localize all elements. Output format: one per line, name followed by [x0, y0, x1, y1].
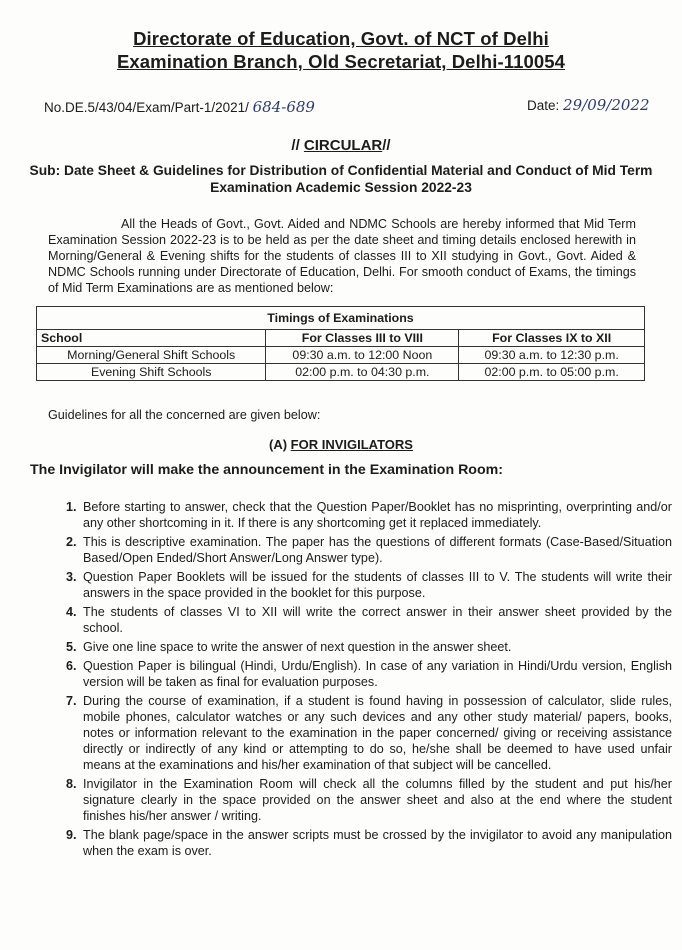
table-header-classes-iii-viii: For Classes III to VIII: [266, 330, 459, 347]
list-item: 8. Invigilator in the Examination Room will check all the columns filled by the student and put his/her signature clearly in the space provided on the answer sheet and also at the end where the student finishes his/her answer / writing.: [80, 776, 672, 824]
reference-number: [44, 98, 315, 116]
list-item: 5. Give one line space to write the answer of next question in the answer sheet.: [80, 639, 672, 655]
list-item: 3. Question Paper Booklets will be issued for the students of classes III to V. The students will write their answers in the space provided in the booklet for this purpose.: [80, 569, 672, 601]
table-cell: 02:00 p.m. to 05:00 p.m.: [459, 364, 645, 381]
header-branch-address: Examination Branch, Old Secretariat, Delhi-110054: [116, 51, 566, 72]
intro-paragraph: All the Heads of Govt., Govt. Aided and NDMC Schools are hereby informed that Mid Term Examination Session 2022-23 is to be held as per the date sheet and timing details enclosed herewith in Morning/General & Evening shifts for the students of classes III to XII studying in Govt., Govt. Aided & NDMC Schools running under Directorate of Education, Delhi. For smooth conduct of Exams, the timings of Mid Term Examinations are as mentioned below:: [48, 217, 636, 295]
announcement-heading: The Invigilator will make the announcement in the Examination Room:: [30, 462, 503, 478]
reference-number-prefix: No.DE.5/43/04/Exam/Part-1/2021/: [44, 100, 249, 115]
table-cell: 09:30 a.m. to 12:30 p.m.: [459, 347, 645, 364]
circular-label: CIRCULAR: [303, 137, 383, 154]
subject-line: Sub: Date Sheet & Guidelines for Distribution of Confidential Material and Conduct of Mid Term Examination Academic Session 2022-23: [29, 163, 653, 195]
table-row: [37, 347, 645, 364]
table-cell: Evening Shift Schools: [37, 364, 266, 381]
section-a-heading: [0, 437, 682, 452]
reference-number-handwritten: 684-689: [252, 98, 315, 116]
list-item: 9. The blank page/space in the answer scripts must be crossed by the invigilator to avoid any manipulation when the exam is over.: [80, 827, 672, 859]
list-item: 2. This is descriptive examination. The paper has the questions of different formats (Case-Based/Situation Based/Open Ended/Short Answer/Long Answer type).: [80, 534, 672, 566]
list-item: 4. The students of classes VI to XII will write the correct answer in their answer sheet provided by the school.: [80, 604, 672, 636]
date-handwritten: 29/09/2022: [563, 96, 650, 114]
table-header-school: School: [37, 330, 266, 347]
timings-table: [36, 306, 645, 381]
list-item: 6. Question Paper is bilingual (Hindi, Urdu/English). In case of any variation in Hindi/Urdu version, English version will be taken as final for evaluation purposes.: [80, 658, 672, 690]
list-item: 7. During the course of examination, if a student is found having in possession of calculator, slide rules, mobile phones, calculator watches or any such devices and any other study material/ papers, books, notes or information relevant to the examination in the paper concerned/ giving or receiving assistance directly or indirectly of any kind or attempting to do so, he/she shall be deemed to have used unfair means at the examinations and his/her examination of that subject will be cancelled.: [80, 693, 672, 773]
table-cell: 09:30 a.m. to 12:00 Noon: [266, 347, 459, 364]
invigilator-rules-list: [54, 499, 672, 862]
guidelines-intro: Guidelines for all the concerned are given below:: [48, 408, 321, 422]
date-label: Date:: [527, 98, 560, 113]
header-department: Directorate of Education, Govt. of NCT of Delhi: [133, 28, 549, 49]
circular-date: [527, 96, 650, 114]
section-a-title: FOR INVIGILATORS: [290, 437, 413, 452]
section-a-prefix: (A): [269, 437, 288, 452]
list-item: 1. Before starting to answer, check that the Question Paper/Booklet has no misprinting, overprinting and/or any other shortcoming in it. If there is any shortcoming get it replaced immediately.: [80, 499, 672, 531]
circular-title: // CIRCULAR//: [291, 137, 391, 154]
table-header-classes-ix-xii: For Classes IX to XII: [459, 330, 645, 347]
table-cell: Morning/General Shift Schools: [37, 347, 266, 364]
table-cell: 02:00 p.m. to 04:30 p.m.: [266, 364, 459, 381]
table-row: [37, 364, 645, 381]
timings-table-caption: Timings of Examinations: [37, 307, 645, 330]
